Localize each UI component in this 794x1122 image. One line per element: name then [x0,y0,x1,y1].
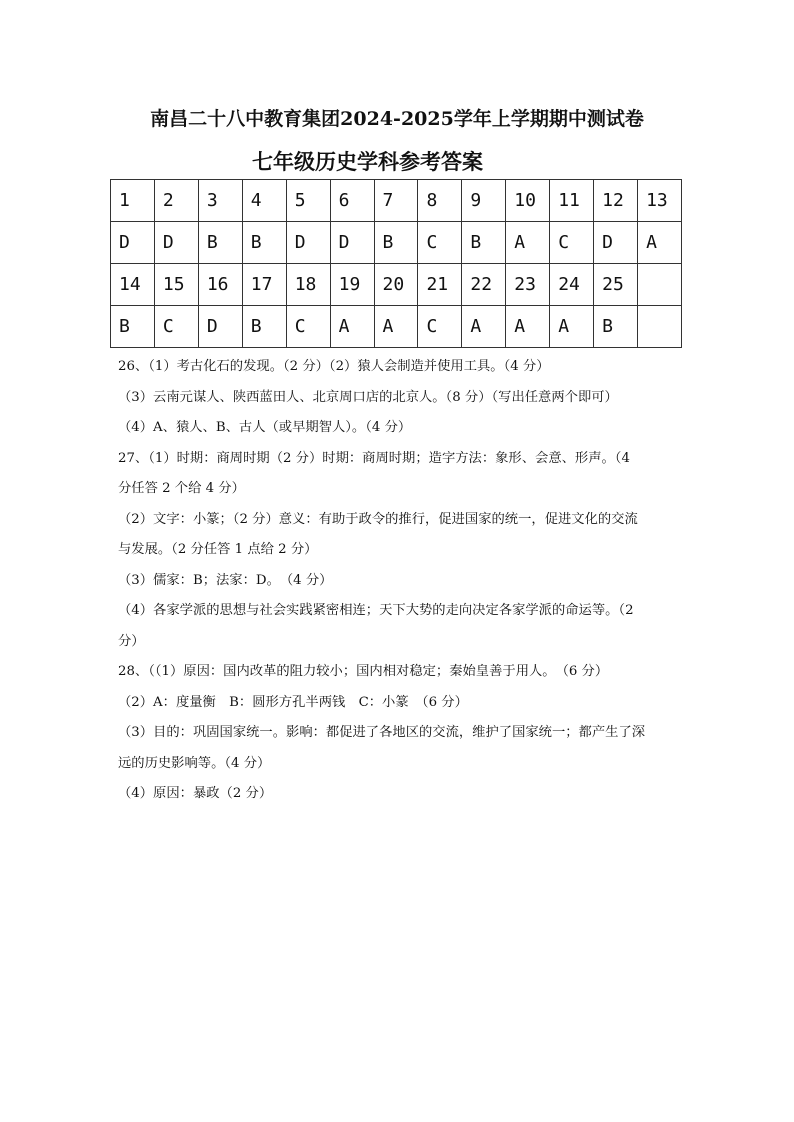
question-number-cell: 20 [374,264,418,306]
answer-letter-cell: D [594,222,638,264]
question-number-cell: 24 [550,264,594,306]
answer-letter-cell: A [638,222,682,264]
answer-explanations [118,352,688,810]
answer-line: 28、（（1）原因：国内改革的阻力较小；国内相对稳定；秦始皇善于用人。 （6 分） [118,664,609,679]
question-number-cell: 25 [594,264,638,306]
question-number-cell: 5 [286,180,330,222]
answer-line: （4）各家学派的思想与社会实践紧密相连；天下大势的走向决定各家学派的命运等。（2 [118,603,634,618]
answer-line: （4）原因：暴政（2 分） [118,786,273,801]
answer-table [110,179,682,348]
question-number-cell: 16 [198,264,242,306]
answer-letter-cell: A [462,306,506,348]
question-number-cell: 17 [242,264,286,306]
answer-line: 与发展。（2 分任答 1 点给 2 分） [118,542,318,557]
question-number-cell: 22 [462,264,506,306]
answer-letter-cell: C [418,306,462,348]
question-number-cell: 19 [330,264,374,306]
answer-letter-cell: D [286,222,330,264]
question-number-cell: 6 [330,180,374,222]
question-number-cell: 14 [111,264,155,306]
answer-line: （2）A：度量衡 B：圆形方孔半两钱 C：小篆 （6 分） [118,694,468,710]
document-title: 南昌二十八中教育集团2024-2025学年上学期期中测试卷 [150,108,644,130]
answer-letter-cell: D [198,306,242,348]
answer-letter-cell: C [286,306,330,348]
answer-letter-cell: C [550,222,594,264]
answer-letter-row [111,306,682,348]
answer-line: 分任答 2 个给 4 分） [118,481,245,496]
answer-letter-cell: A [330,306,374,348]
answer-letter-cell: B [198,222,242,264]
question-number-cell: 2 [154,180,198,222]
answer-letter-cell: B [242,222,286,264]
answer-letter-cell: D [330,222,374,264]
question-number-cell: 7 [374,180,418,222]
answer-letter-cell: D [154,222,198,264]
answer-letter-cell: A [506,306,550,348]
question-number-row [111,264,682,306]
question-number-cell: 10 [506,180,550,222]
question-number-cell: 21 [418,264,462,306]
question-number-cell: 3 [198,180,242,222]
question-number-cell: 11 [550,180,594,222]
answer-line: （3）目的：巩固国家统一。影响：都促进了各地区的交流，维护了国家统一；都产生了深 [118,725,646,740]
question-number-cell: 9 [462,180,506,222]
answer-line: （3）云南元谋人、陕西蓝田人、北京周口店的北京人。（8 分）（写出任意两个即可） [118,389,618,405]
question-number-cell: 1 [111,180,155,222]
question-number-cell: 12 [594,180,638,222]
question-number-cell: 8 [418,180,462,222]
document-subtitle: 七年级历史学科参考答案 [252,149,483,174]
answer-letter-cell: B [594,306,638,348]
question-number-cell: 18 [286,264,330,306]
question-number-row [111,180,682,222]
answer-table-body [111,180,682,348]
answer-line: （4）A、猿人、B、古人（或早期智人）。（4 分） [118,420,412,435]
answer-letter-cell: B [462,222,506,264]
answer-letter-cell: C [154,306,198,348]
question-number-cell: 23 [506,264,550,306]
answer-letter-cell [638,306,682,348]
answer-line: 26、（1）考古化石的发现。（2 分）（2）猿人会制造并使用工具。（4 分） [118,359,550,374]
answer-letter-cell: B [374,222,418,264]
answer-line: 分） [118,633,145,649]
question-number-cell: 4 [242,180,286,222]
answer-letter-cell: A [506,222,550,264]
answer-line: 远的历史影响等。（4 分） [118,755,271,771]
answer-letter-cell: D [111,222,155,264]
answer-letter-cell: B [111,306,155,348]
answer-letter-row [111,222,682,264]
question-number-cell [638,264,682,306]
answer-letter-cell: A [374,306,418,348]
answer-line: （3）儒家：B；法家：D。 （4 分） [118,572,333,588]
answer-letter-cell: A [550,306,594,348]
question-number-cell: 15 [154,264,198,306]
answer-letter-cell: C [418,222,462,264]
question-number-cell: 13 [638,180,682,222]
answer-line: （2）文字：小篆；（2 分）意义：有助于政令的推行，促进国家的统一，促进文化的交流 [118,511,638,527]
answer-letter-cell: B [242,306,286,348]
answer-line: 27、（1）时期：商周时期（2 分）时期：商周时期；造字方法：象形、会意、形声。（4 [118,450,630,466]
